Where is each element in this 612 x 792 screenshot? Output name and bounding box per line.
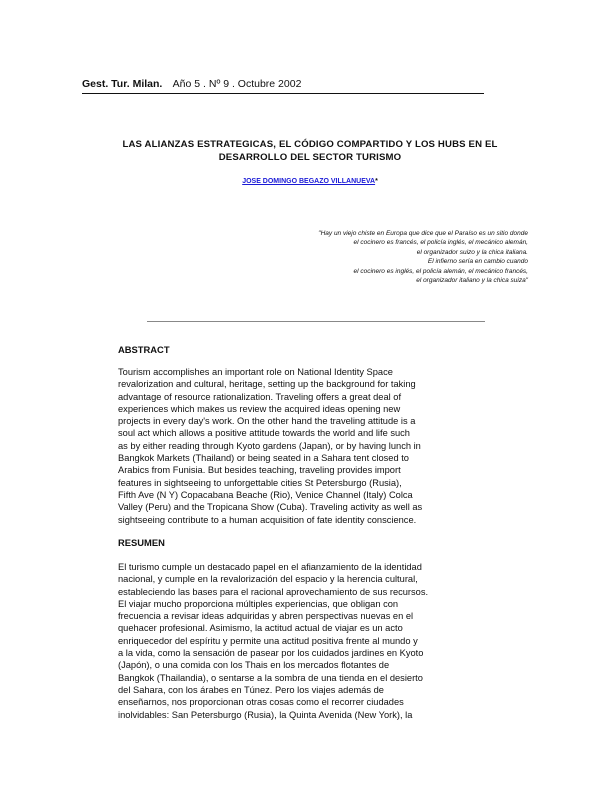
author-footnote-mark: * bbox=[375, 178, 378, 185]
resumen-line: El turismo cumple un destacado papel en el afianzamiento de la identidad bbox=[118, 562, 422, 572]
resumen-line: Bangkok (Thailandia), o sentarse a la sombra de una tienda en el desierto bbox=[118, 672, 423, 683]
abstract-line: sightseeing contribute to a human acquisition of fate identity conscience. bbox=[118, 514, 417, 525]
resumen-line: (Japón), o una comida con los Thais en los mercados flotantes de bbox=[118, 660, 390, 671]
resumen-line: enseñarnos, nos proporcionan otras cosas como el recorrer ciudades bbox=[118, 697, 404, 708]
abstract-line: Bangkok Markets (Thailand) or being seated in a Sahara tent closed to bbox=[118, 453, 409, 464]
abstract-line: projects in every day's work. On the other hand the traveling attitude is a bbox=[118, 416, 416, 427]
abstract-line: soul act which allows a positive attitude towards the world and life such bbox=[118, 428, 410, 439]
abstract-line: advantage of resource rationalization. Traveling offers a great deal of bbox=[118, 391, 402, 402]
resumen-line: a la vida, como la sensación de pasear por los cuidados jardines en Kyoto bbox=[118, 648, 424, 659]
abstract-line: Fifth Ave (N Y) Copacabana Beache (Rio), Venice Channel (Italy) Colca bbox=[118, 489, 413, 500]
abstract-line: Valley (Peru) and the Tropicana Show (Cuba). Traveling activity as well as bbox=[118, 502, 423, 513]
resumen-line: quehacer profesional. Asimismo, la actitud actual de viajar es un acto bbox=[118, 623, 403, 634]
resumen-line: frecuencia a revisar ideas adquiridas y abren perspectivas nuevas en el bbox=[118, 611, 414, 622]
journal-header bbox=[82, 78, 484, 90]
resumen-line: enriquecedor del espíritu y permite una actitud positiva frente al mundo y bbox=[118, 635, 418, 646]
epigraph-line: el cocinero es inglés, el policía alemán, el mecánico francés, bbox=[353, 267, 528, 275]
abstract-line: as by either reading through Kyoto gardens (Japan), or by having lunch in bbox=[118, 440, 421, 451]
epigraph-line: "Hay un viejo chiste en Europa que dice que el Paraíso es un sitio donde bbox=[318, 230, 528, 237]
title-line-2: DESARROLLO DEL SECTOR TURISMO bbox=[218, 152, 402, 163]
header-rule bbox=[82, 93, 484, 94]
author-link[interactable]: JOSE DOMINGO BEGAZO VILLANUEVA bbox=[242, 178, 376, 185]
abstract-line: revalorization and cultural, heritage, setting up the background for taking bbox=[118, 379, 416, 390]
resumen-line: inolvidables: San Petersburgo (Rusia), la Quinta Avenida (New York), la bbox=[118, 709, 413, 720]
epigraph bbox=[228, 229, 528, 285]
author-line bbox=[60, 178, 560, 185]
section-divider bbox=[147, 321, 485, 322]
abstract-heading: ABSTRACT bbox=[118, 344, 170, 355]
resumen-line: El viajar mucho proporciona múltiples experiencias, que obligan con bbox=[118, 598, 399, 609]
resumen-line: nacional, y cumple en la revalorización del espacio y la herencia cultural, bbox=[118, 574, 418, 585]
resumen-heading: RESUMEN bbox=[118, 537, 165, 548]
epigraph-line: el organizador italiano y la chica suiza" bbox=[416, 277, 528, 285]
epigraph-line: El infierno sería en cambio cuando bbox=[427, 258, 528, 266]
abstract-line: Tourism accomplishes an important role on National Identity Space bbox=[118, 367, 393, 377]
resumen-line: del Sahara, con los árabes en Túnez. Pero los viajes además de bbox=[118, 684, 384, 695]
epigraph-line: el cocinero es francés, el policía inglés, el mecánico alemán, bbox=[353, 239, 528, 247]
paper-title bbox=[60, 138, 560, 164]
title-line-1: LAS ALIANZAS ESTRATEGICAS, EL CÓDIGO COMPARTIDO Y LOS HUBS EN EL bbox=[122, 139, 498, 150]
abstract-line: features in sightseeing to unforgettable cities St Petersburgo (Rusia), bbox=[118, 477, 402, 488]
resumen-body bbox=[118, 561, 526, 721]
journal-name: Gest. Tur. Milan. bbox=[82, 78, 163, 90]
journal-issue: Año 5 . Nº 9 . Octubre 2002 bbox=[172, 78, 302, 90]
epigraph-line: el organizador suizo y la chica italiana. bbox=[416, 248, 528, 256]
resumen-line: estableciendo las bases para el racional aprovechamiento de sus recursos. bbox=[118, 586, 429, 597]
abstract-line: experiences which makes us review the acquired ideas opening new bbox=[118, 403, 401, 414]
abstract-line: Arabics from Funisia. But besides teaching, traveling provides import bbox=[118, 465, 401, 476]
abstract-body bbox=[118, 366, 526, 526]
